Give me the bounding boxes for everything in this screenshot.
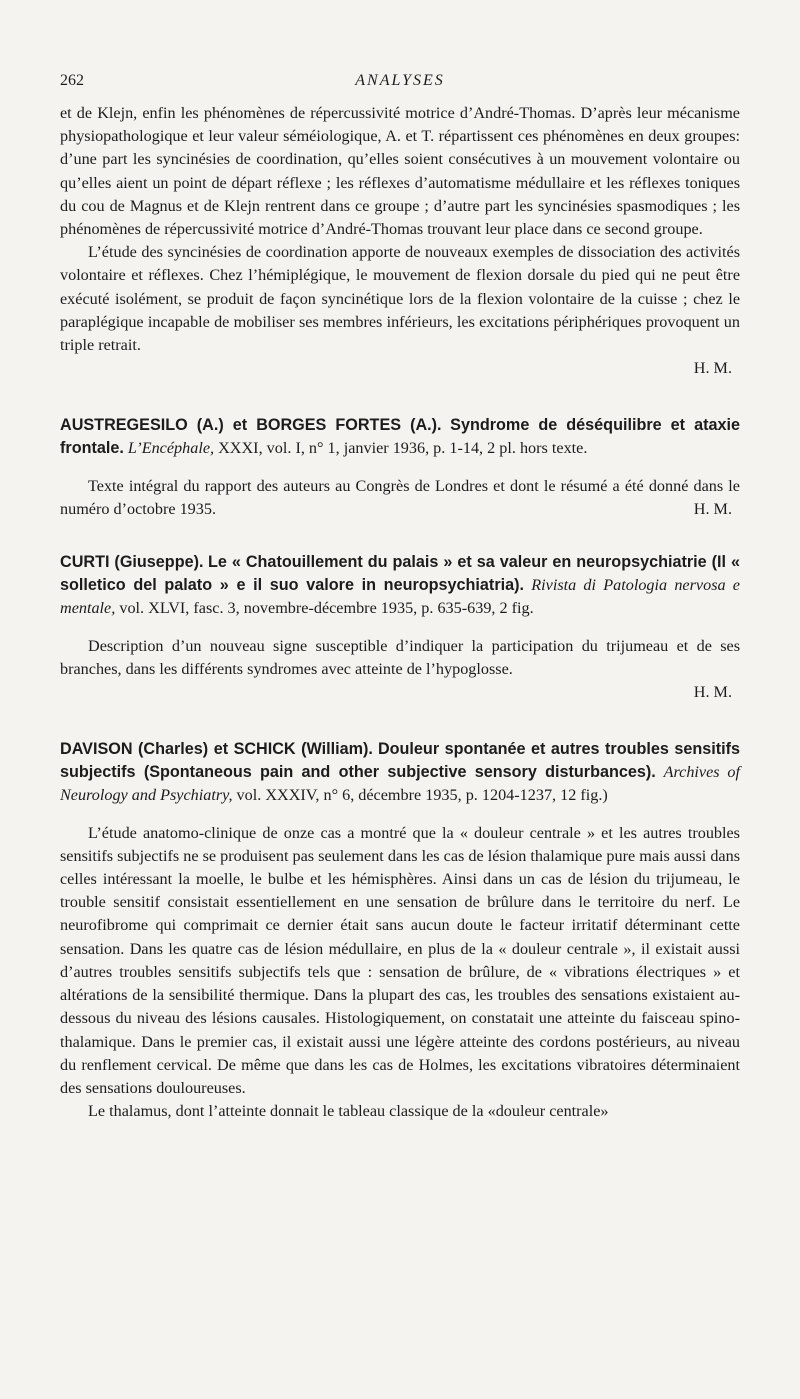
entry-austregesilo — [60, 414, 740, 521]
entry-body-continued: Le thalamus, dont l’atteinte donnait le tableau classique de la «douleur centrale» — [88, 1102, 609, 1121]
entry-body — [60, 475, 740, 521]
intro-paragraph-2: L’étude des syncinésies de coordination apporte de nouveaux exemples de dissociation des activités volontaire et réflexes. Chez l’hémiplégique, le mouvement de flexion dorsale du pied qui ne peut être exécuté isolément, se produit de façon syncinétique lors de la flexion volontaire de la cuisse ; chez le paraplégique incapable de mobiliser ses membres inférieurs, les excitations périphériques provoquent un triple retrait. — [60, 243, 740, 355]
intro-paragraph-1: et de Klejn, enfin les phénomènes de répercussivité motrice d’André-Thomas. D’après leur mécanisme physiopathologique et leur valeur séméiologique, A. et T. répartissent ces phénomènes en deux groupes: d’une part les syncinésies de coordination, qu’elles soient consécutives à un mouvement volontaire ou qu’elles aient un point de départ réflexe ; les réflexes d’automatisme médullaire et les réflexes toniques du cou de Magnus et de Klejn rentrent dans ce groupe ; d’autre part les syncinésies spasmodiques ; les phénomènes de répercussivité motrice d’André-Thomas trouvant leur place dans ce second groupe. — [60, 104, 740, 239]
entry-citation: vol. XXXIV, n° 6, décembre 1935, p. 1204-1237, 12 fig.) — [236, 786, 608, 805]
running-head — [60, 72, 740, 102]
entry-journal: L’Encéphale, — [127, 439, 215, 458]
page-number: 262 — [60, 72, 84, 89]
entry-curti — [60, 551, 740, 704]
entry-authors: DAVISON (Charles) et SCHICK (William). — [60, 740, 373, 759]
entry-authors: CURTI (Giuseppe). — [60, 553, 204, 572]
entry-signature: H. M. — [693, 683, 732, 702]
entry-davison — [60, 738, 740, 1123]
entry-body: Description d’un nouveau signe susceptible d’indiquer la participation du trijumeau et de ses branches, dans les différents syndromes avec atteinte de l’hypoglosse. — [60, 636, 740, 678]
entry-header — [60, 738, 740, 808]
entry-title: Syndrome de déséquilibre et ataxie frontale. — [60, 416, 741, 458]
entry-authors: AUSTREGESILO (A.) et BORGES FORTES (A.). — [60, 416, 442, 435]
intro-signature: H. M. — [693, 359, 732, 378]
entry-header — [60, 551, 740, 621]
entry-title: Le « Chatouillement du palais » et sa valeur en neuropsychiatrie (Il « solletico del palato » e il suo valore in neuropsychiatria). — [60, 553, 741, 595]
entry-title: Douleur spontanée et autres troubles sensitifs subjectifs (Spontaneous pain and other subjective sensory disturbances). — [60, 740, 741, 782]
running-title: ANALYSES — [355, 72, 445, 89]
entry-journal: Archives of Neurology and Psychiatry, — [60, 763, 740, 805]
entry-journal: Rivista di Patologia nervosa e mentale, — [60, 576, 740, 618]
entry-signature: H. M. — [693, 499, 732, 518]
entry-citation: XXXI, vol. I, n° 1, janvier 1936, p. 1-14, 2 pl. hors texte. — [218, 439, 588, 458]
entry-header — [60, 414, 740, 460]
entry-body-text: Texte intégral du rapport des auteurs au Congrès de Londres et dont le résumé a été donné dans le numéro d’octobre 1935. — [60, 476, 740, 518]
entry-body: L’étude anatomo-clinique de onze cas a montré que la « douleur centrale » et les autres troubles sensitifs subjectifs ne se produisent pas seulement dans les cas de lésion thalamique pure mais aussi dans celles intéressant la moelle, le bulbe et les hémisphères. Ainsi dans un cas de lésion du trijumeau, le trouble sensitif consistait essentiellement en une sensation de brûlure dans le territoire du nerf. Le neurofibrome qui comprimait ce dernier était sans aucun doute le facteur irritatif déterminant cette sensation. Dans les quatre cas de lésion médullaire, en plus de la « douleur centrale », il existait aussi d’autres troubles sensitifs subjectifs tels que : sensation de brûlure, de « vibrations électriques » et altérations de la sensibilité thermique. Dans la plupart des cas, les troubles des sensations existaient au-dessous du niveau des lésions causales. Histologiquement, on constatait une atteinte du faisceau spino-thalamique. Dans le premier cas, il existait aussi une légère atteinte des cordons postérieurs, au niveau du renflement cervical. De même que dans les cas de Holmes, les excitations vibratoires déterminaient des sensations douloureuses. — [60, 823, 740, 1097]
entry-citation: vol. XLVI, fasc. 3, novembre-décembre 1935, p. 635-639, 2 fig. — [119, 599, 534, 618]
